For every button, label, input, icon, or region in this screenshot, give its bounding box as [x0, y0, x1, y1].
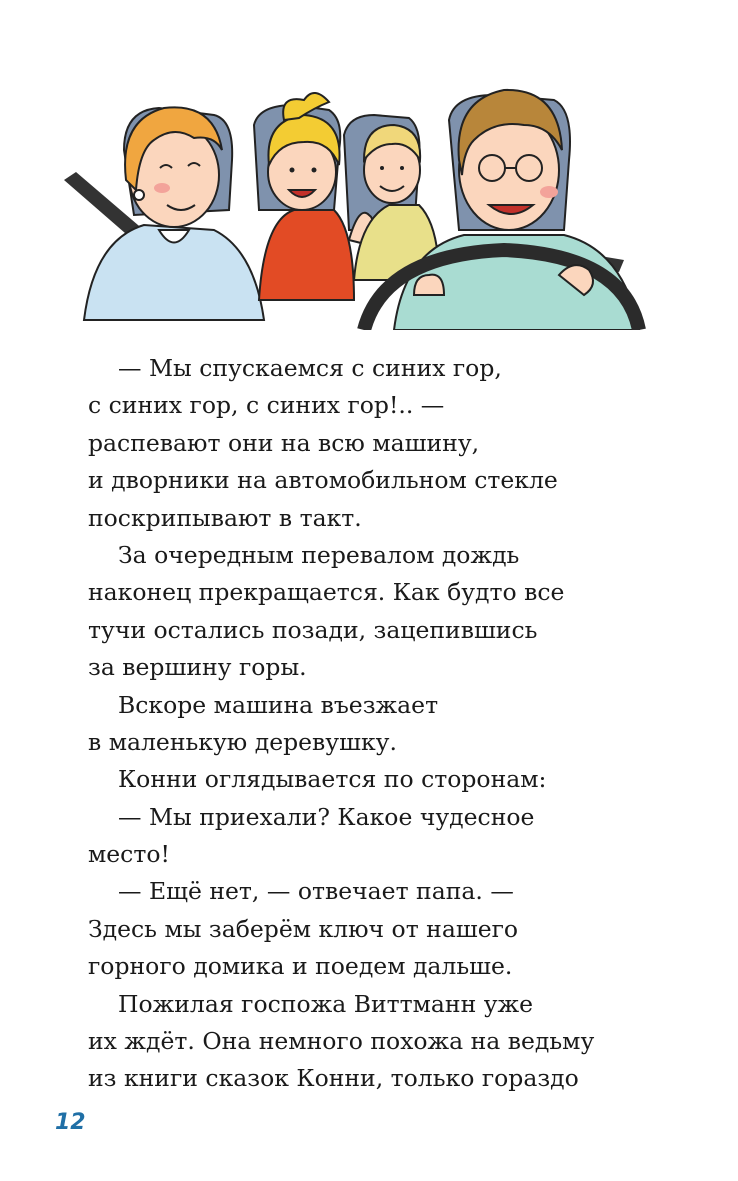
text-line: Конни оглядывается по сторонам:: [118, 765, 547, 794]
text-line: за вершину горы.: [88, 653, 307, 682]
text-line: Вскоре машина въезжает: [118, 690, 439, 719]
text-line: и дворники на автомобильном стекле: [88, 466, 558, 495]
text-line: Здесь мы заберём ключ от нашего: [88, 914, 519, 943]
text-line: из книги сказок Конни, только гораздо: [88, 1064, 579, 1093]
text-line: Пожилая госпожа Виттманн уже: [118, 989, 534, 1018]
text-line: горного домика и поедем дальше.: [88, 952, 513, 981]
text-line: в маленькую деревушку.: [88, 727, 397, 756]
text-line: тучи остались позади, зацепившись: [88, 615, 538, 644]
text-line: — Мы спускаемся с синих гор,: [118, 354, 502, 382]
text-line: — Мы приехали? Какое чудесное: [118, 802, 535, 831]
text-line: — Ещё нет, — отвечает папа. —: [118, 877, 514, 906]
text-line: поскрипывают в такт.: [88, 503, 362, 532]
text-line: место!: [88, 840, 170, 869]
text-line: их ждёт. Она немного похожа на ведьму: [88, 1027, 595, 1056]
text-line: с синих гор, с синих гор!.. —: [88, 391, 445, 420]
family-car-illustration: [64, 80, 654, 330]
text-line: распевают они на всю машину,: [88, 428, 480, 457]
text-line: наконец прекращается. Как будто все: [88, 578, 565, 607]
story-text: [88, 350, 688, 1098]
page-number: 12: [55, 1110, 86, 1135]
text-line: За очередным перевалом дождь: [118, 540, 520, 569]
